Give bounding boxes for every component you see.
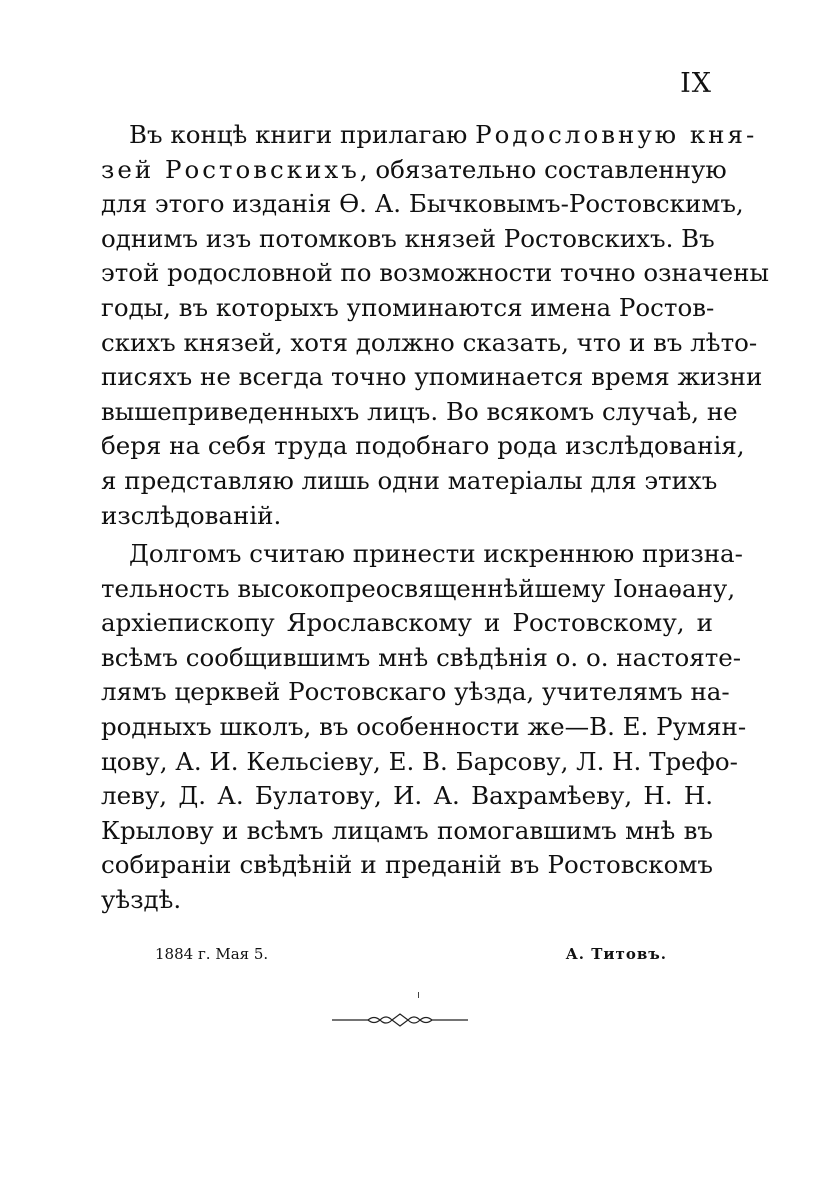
text-line: писяхъ не всегда точно упоминается время жизни: [101, 362, 763, 392]
text-line: этой родословной по возможности точно означены: [101, 258, 769, 288]
text-line: цову, А. И. Кельсіеву, Е. В. Барсову, Л. Н. Трефо-: [101, 746, 738, 776]
text-line-spaced: Родословную кня-: [475, 120, 758, 149]
text-line: вышеприведенныхъ лицъ. Во всякомъ случаѣ, не: [101, 396, 738, 426]
text-line: всѣмъ сообщившимъ мнѣ свѣдѣнія о. о. настояте-: [101, 642, 742, 672]
text-line: собираніи свѣдѣній и преданій въ Ростовскомъ: [101, 850, 713, 880]
text-line: Долгомъ считаю принести искреннюю призна-: [129, 539, 743, 568]
paragraph-acknowledgements: [101, 537, 747, 918]
signature-author: А. Титовъ.: [565, 945, 667, 963]
text-line: лямъ церквей Ростовскаго уѣзда, учителямъ на-: [101, 677, 730, 707]
text-line: я представляю лишь одни матеріалы для этихъ: [101, 465, 718, 495]
text-line: однимъ изъ потомковъ князей Ростовскихъ. Въ: [101, 223, 715, 253]
paragraph-preface-genealogy: [101, 118, 769, 533]
text-line: скихъ князей, хотя должно сказать, что и въ лѣто-: [101, 327, 758, 357]
text-line: уѣздѣ.: [101, 884, 182, 914]
text-line: изслѣдованій.: [101, 500, 282, 530]
ornamental-divider-icon: [330, 1010, 470, 1030]
text-line: тельность высокопреосвященнѣйшему Іонаѳану,: [101, 573, 736, 603]
text-line: беря на себя труда подобнаго рода изслѣдованія,: [101, 431, 745, 461]
text-line: для этого изданія Ѳ. А. Бычковымъ-Ростовскимъ,: [101, 189, 744, 219]
text-line: родныхъ школъ, въ особенности же—В. Е. Румян-: [101, 711, 747, 741]
signature-date: 1884 г. Мая 5.: [155, 945, 269, 963]
text-line-part: Въ концѣ книги прилагаю: [129, 120, 476, 149]
text-line: архіепископу Ярославскому и Ростовскому, и: [101, 608, 713, 638]
text-line: леву, Д. А. Булатову, И. А. Вахрамѣеву, Н. Н.: [101, 781, 713, 811]
text-line-spaced: зей Ростовскихъ: [101, 154, 360, 184]
text-line-part: , обязательно составленную: [359, 154, 727, 184]
text-line: [101, 153, 727, 188]
text-line: [101, 118, 758, 153]
stray-mark: [418, 992, 419, 998]
page-number: IX: [680, 68, 712, 99]
text-line: Крылову и всѣмъ лицамъ помогавшимъ мнѣ въ: [101, 815, 713, 845]
text-line: годы, въ которыхъ упоминаются имена Ростов-: [101, 292, 715, 322]
